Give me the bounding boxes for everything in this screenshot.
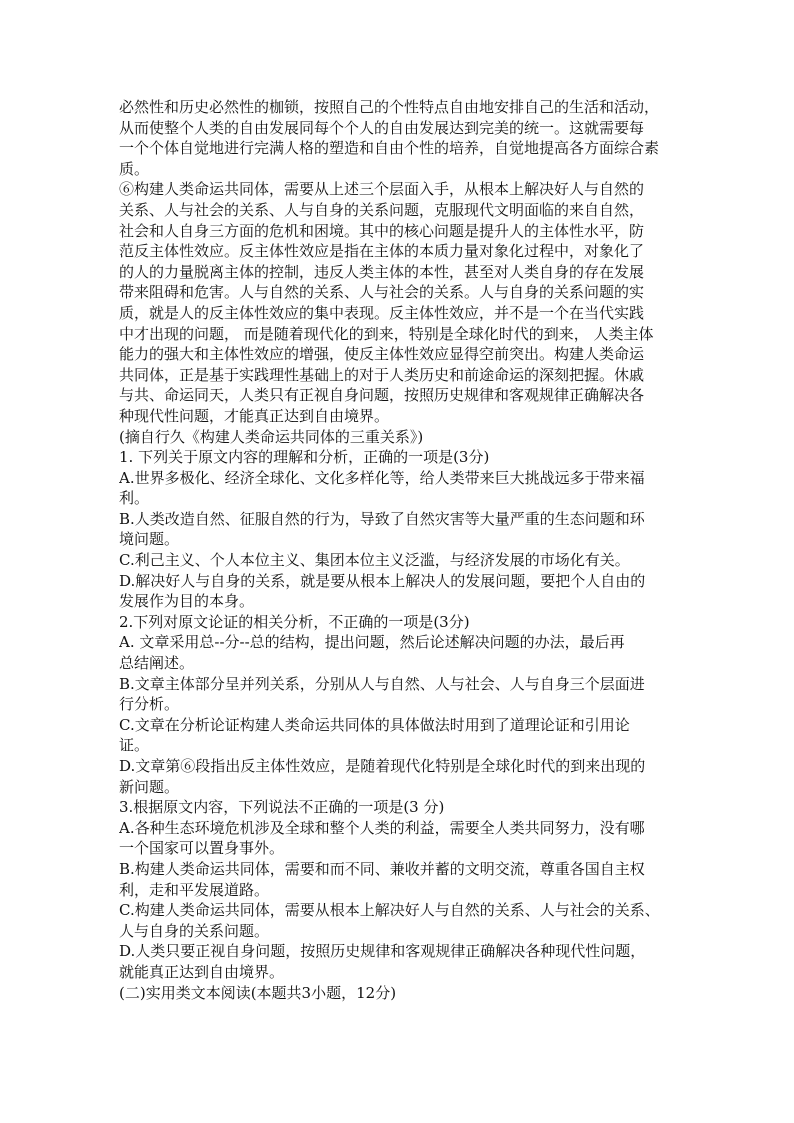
text-line: 必然性和历史必然性的枷锁，按照自己的个性特点自由地安排自己的生活和活动，: [119, 98, 660, 116]
question-2: 2.下列对原文论证的相关分析，不正确的一项是(3分): [119, 612, 470, 631]
section-heading: (二)实用类文本阅读(本题共3小题，12分): [119, 983, 397, 1002]
q1-option-d-cont: 发展作为目的本身。: [119, 592, 255, 611]
q2-option-a-cont: 总结阐述。: [119, 654, 195, 673]
q1-option-c: C.利己主义、个人本位主义、集团本位主义泛滥，与经济发展的市场化有关。: [119, 551, 630, 570]
q3-option-a: A.各种生态环境危机涉及全球和整个人类的利益，需要全人类共同努力，没有哪: [119, 818, 645, 837]
q2-option-b: B.文章主体部分呈并列关系，分别从人与自然、人与社会、人与自身三个层面进: [119, 674, 645, 693]
text-line: 范反主体性效应。反主体性效应是指在主体的本质力量对象化过程中，对象化了: [119, 242, 645, 261]
text-line: 质。: [119, 159, 150, 178]
q3-option-a-cont: 一个国家可以置身事外。: [119, 839, 285, 858]
q2-option-b-cont: 行分析。: [119, 695, 180, 714]
text-line: 质，就是人的反主体性效应的集中表现。反主体性效应，并不是一个在当代实践: [119, 303, 645, 322]
text-line: 种现代性问题，才能真正达到自由境界。: [119, 406, 390, 425]
question-3: 3.根据原文内容，下列说法不正确的一项是(3 分): [119, 798, 445, 817]
text-line: 能力的强大和主体性效应的增强，使反主体性效应显得空前突出。构建人类命运: [119, 345, 645, 364]
text-line: 一个个体自觉地进行完满人格的塑造和自由个性的培养，自觉地提高各方面综合素: [119, 139, 660, 158]
document-page: [119, 97, 679, 1003]
text-line: 从而使整个人类的自由发展同每个个人的自由发展达到完美的统一。这就需要每: [119, 118, 645, 137]
q1-option-d: D.解决好人与自身的关系，就是要从根本上解决人的发展问题，要把个人自由的: [119, 571, 646, 590]
q3-option-d-cont: 就能真正达到自由境界。: [119, 962, 285, 981]
q2-option-d: D.文章第⑥段指出反主体性效应，是随着现代化特别是全球化时代的到来出现的: [119, 757, 646, 775]
q2-option-d-cont: 新问题。: [119, 777, 180, 796]
text-line: 共同体，正是基于实践理性基础上的对于人类历史和前途命运的深刻把握。休戚: [119, 365, 645, 384]
q2-option-c: C.文章在分析论证构建人类命运共同体的具体做法时用到了道理论证和引用论: [119, 715, 630, 734]
text-line: 中才出现的问题， 而是随着现代化的到来，特别是全球化时代的到来， 人类主体: [119, 324, 654, 343]
paragraph-6-start: ⑥构建人类命运共同体，需要从上述三个层面入手，从根本上解决好人与自然的: [119, 180, 645, 199]
q3-option-c-cont: 人与自身的关系问题。: [119, 921, 270, 940]
q1-option-b-cont: 境问题。: [119, 530, 180, 549]
question-1: 1. 下列关于原文内容的理解和分析，正确的一项是(3分): [119, 448, 490, 467]
source-citation: (摘自行久《构建人类命运共同体的三重关系》): [119, 427, 424, 446]
q3-option-d: D.人类只要正视自身问题，按照历史规律和客观规律正确解决各种现代性问题，: [119, 942, 646, 961]
q3-option-b-cont: 利，走和平发展道路。: [119, 880, 270, 899]
q1-option-b: B.人类改造自然、征服自然的行为，导致了自然灾害等大量严重的生态问题和环: [119, 509, 645, 528]
q3-option-b: B.构建人类命运共同体，需要和而不同、兼收并蓄的文明交流，尊重各国自主权: [119, 859, 645, 878]
q3-option-c: C.构建人类命运共同体，需要从根本上解决好人与自然的关系、人与社会的关系、: [119, 901, 660, 920]
text-line: 的人的力量脱离主体的控制，违反人类主体的本性，甚至对人类自身的存在发展: [119, 262, 645, 281]
text-line: 与共、命运同天，人类只有正视自身问题，按照历史规律和客观规律正确解决各: [119, 386, 645, 405]
q1-option-a-cont: 利。: [119, 489, 150, 508]
text-line: 关系、人与社会的关系、人与自身的关系问题，克服现代文明面临的来自自然，: [119, 200, 645, 219]
q1-option-a: A.世界多极化、经济全球化、文化多样化等，给人类带来巨大挑战远多于带来福: [119, 468, 645, 487]
q2-option-c-cont: 证。: [119, 736, 150, 755]
q2-option-a: A. 文章采用总--分--总的结构，提出问题，然后论述解决问题的办法，最后再: [119, 633, 625, 652]
text-line: 社会和人自身三方面的危机和困境。其中的核心问题是提升人的主体性水平，防: [119, 221, 645, 240]
text-line: 带来阻碍和危害。人与自然的关系、人与社会的关系。人与自身的关系问题的实: [119, 283, 645, 302]
